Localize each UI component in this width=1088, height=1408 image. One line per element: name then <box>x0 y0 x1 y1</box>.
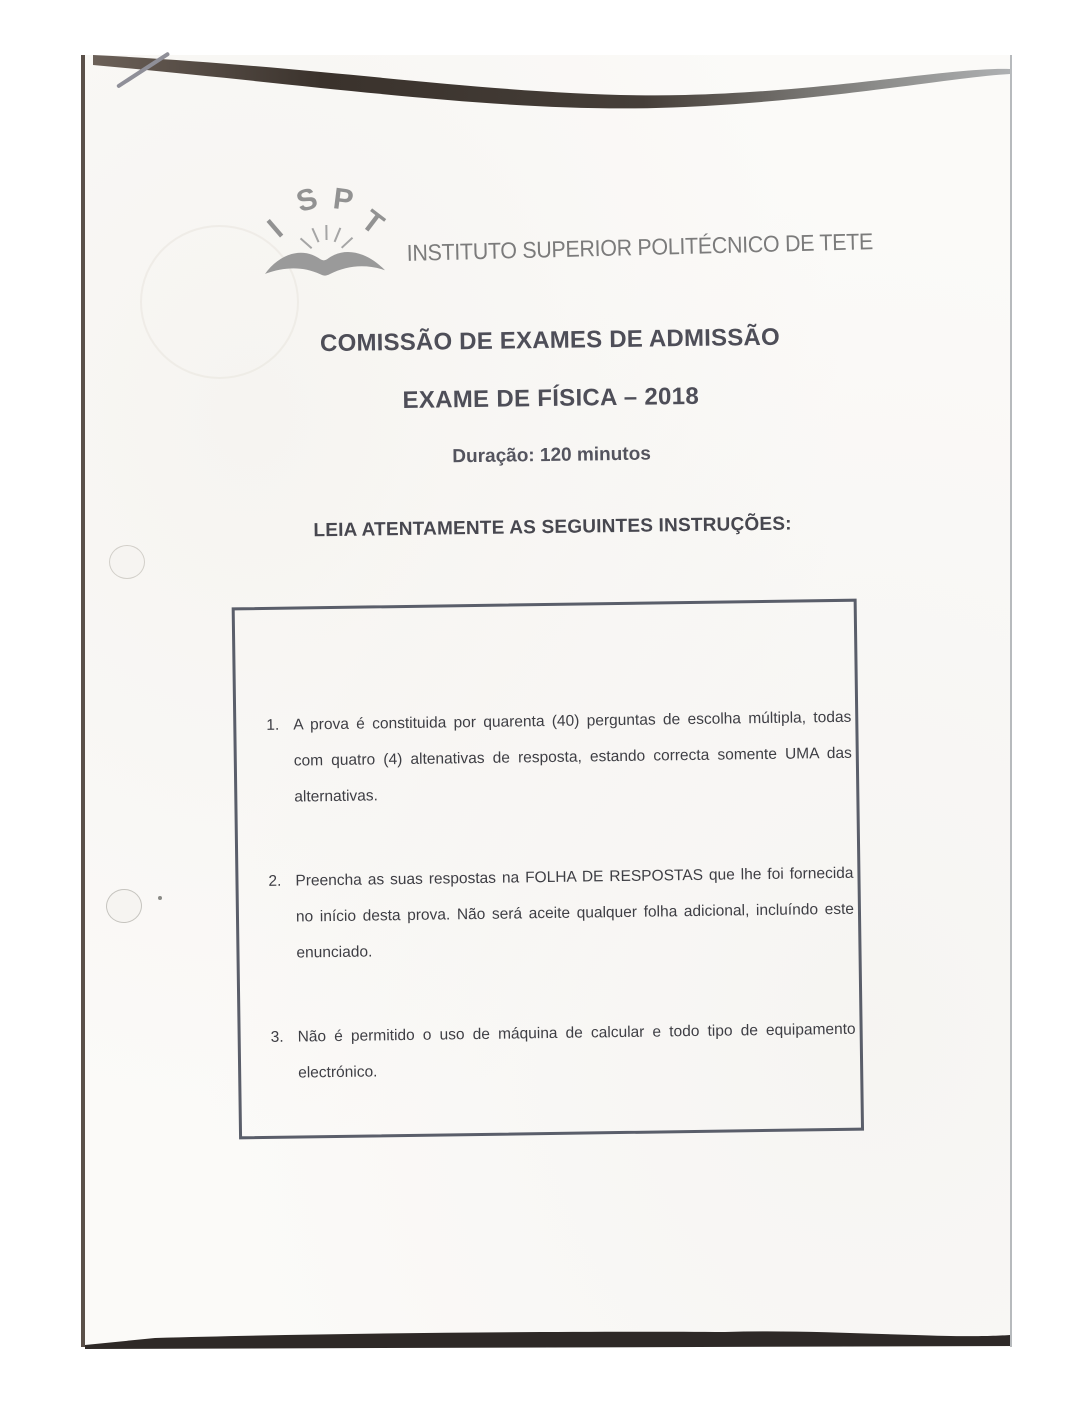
instruction-text: Preencha as suas respostas na FOLHA DE RESPOSTAS que lhe foi fornecida no início desta prova. Não será aceite qualquer folha adicional, incluíndo este enunciado. <box>295 864 855 962</box>
instructions-list <box>266 700 856 1092</box>
instruction-text: Não é permitido o uso de máquina de calcular e todo tipo de equipamento electrónico. <box>297 1020 856 1082</box>
ispt-logo <box>256 169 398 301</box>
instruction-number: 1. <box>266 716 280 734</box>
exam-title: EXAME DE FÍSICA – 2018 <box>402 382 700 414</box>
instruction-text: A prova é constituida por quarenta (40) perguntas de escolha múltipla, todas com quatro (4) altenativas de resposta, estando correcta somente UMA das alternativas. <box>293 708 852 806</box>
instruction-item-2 <box>268 856 854 972</box>
instruction-number: 3. <box>270 1028 284 1046</box>
instructions-box <box>232 599 864 1140</box>
logo-rays <box>300 225 352 249</box>
instruction-number: 2. <box>268 872 282 890</box>
exam-duration: Duração: 120 minutos <box>452 443 651 468</box>
instructions-header: LEIA ATENTAMENTE AS SEGUINTES INSTRUÇÕES: <box>313 513 792 542</box>
instruction-item-1 <box>266 700 852 816</box>
logo-letter-p: P <box>331 182 356 218</box>
logo-letter-i: I <box>261 213 290 245</box>
logo-open-book <box>265 251 385 276</box>
logo-letter-s: S <box>292 181 322 220</box>
institution-name: INSTITUTO SUPERIOR POLITÉCNICO DE TETE <box>406 228 874 266</box>
document-content <box>76 49 1019 1354</box>
logo-letter-t: T <box>355 203 390 242</box>
commission-title: COMISSÃO DE EXAMES DE ADMISSÃO <box>319 323 781 358</box>
scanned-document-page <box>85 55 1012 1347</box>
instruction-item-3 <box>270 1012 856 1092</box>
